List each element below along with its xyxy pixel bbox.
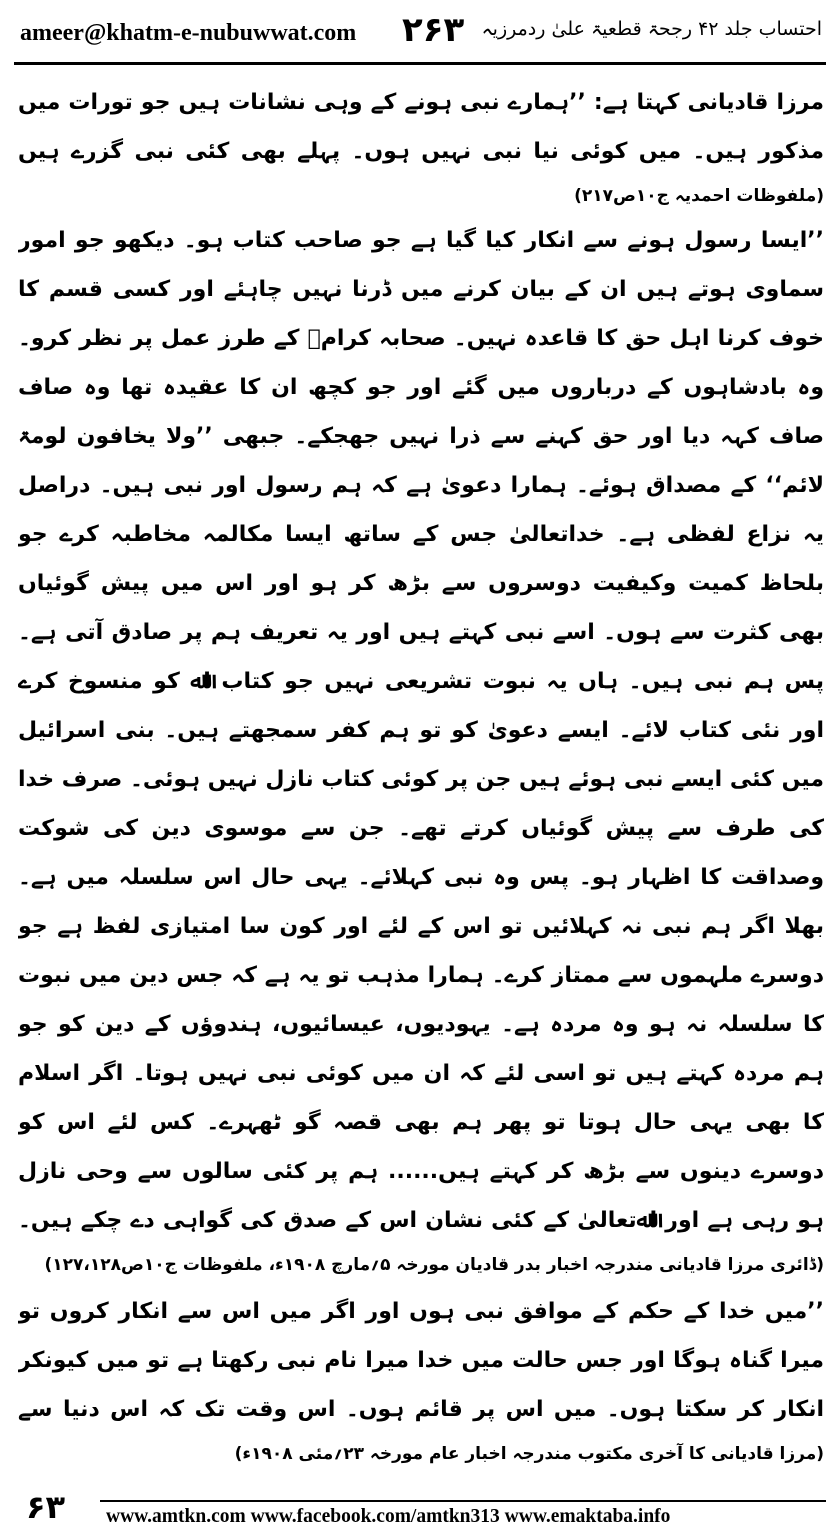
header-divider	[14, 62, 826, 65]
page-footer	[14, 1484, 826, 1534]
footer-divider	[100, 1500, 826, 1502]
body-paragraph-1: مرزا قادیانی کہتا ہے: ’’ہمارے نبی ہونے کے وہی نشانات ہیں جو تورات میں مذکور ہیں۔ میں کوئی نیا نبی نہیں ہوں۔ پہلے بھی کئی نبی گزرے ہیں	[18, 90, 824, 164]
header-book-title: احتساب جلد ۴۲ رجحۃ قطعیۃ علیٰ ردمرزیہ	[481, 18, 822, 40]
reference-3: (مرزا قادیانی کا آخری مکتوب مندرجہ اخبار عام مورخہ ۲۳؍مئی ۱۹۰۸ء)	[234, 1444, 824, 1464]
body-paragraph-2: ’’ایسا رسول ہونے سے انکار کیا گیا ہے جو صاحب کتاب ہو۔ دیکھو جو امور سماوی ہوتے ہیں ان کے بیان کرنے میں ڈرنا نہیں چاہئے اور کسی قسم کا خوف کرنا اہل حق کا قاعدہ نہیں۔ صحابہ کرامؓ کے طرز عمل پر نظر کرو۔ وہ بادشاہوں کے درباروں میں گئے اور جو کچھ ان کا عقیدہ تھا وہ صاف صاف کہہ دیا اور حق کہنے سے ذرا نہیں جھجکے۔ جبھی ’’ولا یخافون لومۃ لائم‘‘ کے مصداق ہوئے۔ ہمارا دعویٰ ہے کہ ہم رسول اور نبی ہیں۔ دراصل یہ نزاع لفظی ہے۔ خداتعالیٰ جس کے ساتھ ایسا مکالمہ مخاطبہ کرے جو بلحاظ کمیت وکیفیت دوسروں سے بڑھ کر ہو اور اس میں پیش گوئیاں بھی کثرت سے ہوں۔ اسے نبی کہتے ہیں اور یہ تعریف ہم پر صادق آتی ہے۔ پس ہم نبی ہیں۔ ہاں یہ نبوت تشریعی نہیں جو کتاب اﷲ کو منسوخ کرے اور نئی کتاب لائے۔ ایسے دعویٰ کو تو ہم کفر سمجھتے ہیں۔ بنی اسرائیل میں کئی ایسے نبی ہوئے ہیں جن پر کوئی کتاب نازل نہیں ہوئی۔ صرف خدا کی طرف سے پیش گوئیاں کرتے تھے۔ جن سے موسوی دین کی شوکت وصداقت کا اظہار ہو۔ پس وہ نبی کہلائے۔ یہی حال اس سلسلہ میں ہے۔ بھلا اگر ہم نبی نہ کہلائیں تو اس کے لئے اور کون سا امتیازی لفظ ہے جو دوسرے ملہموں سے ممتاز کرے۔ ہمارا مذہب تو یہ ہے کہ جس دین میں نبوت کا سلسلہ نہ ہو وہ مردہ ہے۔ یہودیوں، عیسائیوں، ہندوؤں کے دین کو جو ہم مردہ کہتے ہیں تو اسی لئے کہ ان میں کوئی نبی نہیں ہوتا۔ اگر اسلام کا بھی یہی حال ہوتا تو پھر ہم بھی قصہ گو ٹھہرے۔ کس لئے اس کو دوسرے دینوں سے بڑھ کر کہتے ہیں...... ہم پر کئی سالوں سے وحی نازل ہو رہی ہے اور اﷲتعالیٰ کے کئی نشان اس کے صدق کی گواہی دے چکے ہیں۔	[18, 228, 824, 1233]
body-paragraph-3: ’’میں خدا کے حکم کے موافق نبی ہوں اور اگر میں اس سے انکار کروں تو میرا گناہ ہوگا اور جس حالت میں خدا میرا نام نبی رکھتا ہے تو میں کیونکر انکار کر سکتا ہوں۔ میں اس پر قائم ہوں۔ اس وقت تک کہ اس دنیا سے	[18, 1299, 824, 1422]
reference-1: (ملفوظات احمدیہ ج۱۰ص۲۱۷)	[574, 186, 824, 206]
header-page-number: ۲۶۳	[402, 10, 465, 50]
header-email: ameer@khatm-e-nubuwwat.com	[20, 20, 357, 46]
page-header	[14, 8, 826, 60]
footer-page-number: ۶۳	[26, 1488, 66, 1526]
reference-2: (ڈائری مرزا قادیانی مندرجہ اخبار بدر قادیان مورخہ ۵؍مارچ ۱۹۰۸ء، ملفوظات ج۱۰ص۱۲۷،۱۲۸)	[44, 1255, 824, 1275]
footer-website-links: www.amtkn.com www.facebook.com/amtkn313 www.emaktaba.info	[106, 1506, 671, 1527]
page-body	[18, 78, 824, 1474]
